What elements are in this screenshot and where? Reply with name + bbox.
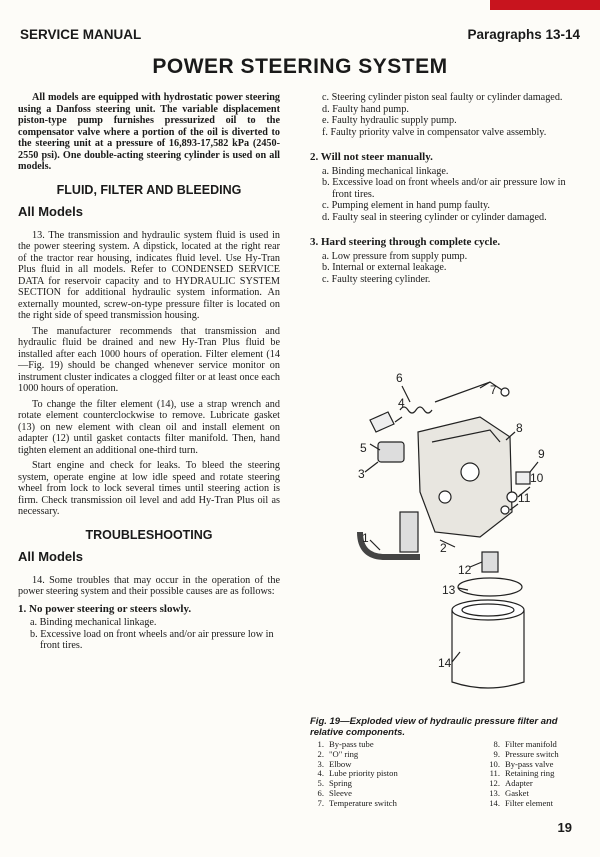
list-item: d. Faulty seal in steering cylinder or cylinder damaged. [322, 211, 547, 223]
left-column [18, 92, 280, 658]
legend-item: 4. Lube priority piston [317, 768, 398, 779]
legend-item: 12. Adapter [489, 778, 533, 789]
callout-4: 4 [398, 396, 405, 410]
figure-legend-left [310, 740, 480, 809]
callout-8: 8 [516, 421, 523, 435]
legend-item: 11. Retaining ring [489, 768, 555, 779]
running-header-right: Paragraphs 13-14 [467, 27, 580, 42]
callout-6: 6 [396, 371, 403, 385]
callout-14: 14 [438, 656, 452, 670]
callout-3: 3 [358, 467, 365, 481]
cause-1-title: 1. No power steering or steers slowly. [18, 602, 192, 615]
callout-9: 9 [538, 447, 545, 461]
page-number: 19 [557, 820, 572, 835]
callout-1: 1 [362, 531, 369, 545]
cause-3-list [310, 251, 582, 286]
figure-caption: Fig. 19—Exploded view of hydraulic pressure filter and relative components. [310, 716, 558, 738]
intro-paragraph: All models are equipped with hydrostatic power steering using a Danfoss steering unit. The variable displacement piston-type pump furnishes pressurized oil to the compensator valve where a portion of the oil is diverted to the steering unit at a pressure of 16,893-17,582 kPa (2450-2550 psi). One double-acting steering cylinder is used on all models. [18, 92, 280, 172]
cause-1-list-left [18, 617, 280, 652]
fluid-paragraph-3: To change the filter element (14), use a strap wrench and rotate element counterclockwise to remove. Lubricate gasket (13) on new element with clean oil and install element on adapter (12) until gasket contacts filter manifold. Then, hand tighten element an additional one-third turn. [18, 398, 280, 456]
callout-11: 11 [518, 491, 531, 505]
legend-item: 2. "O" ring [317, 748, 359, 759]
list-item: d. Faulty hand pump. [322, 103, 409, 115]
list-item: b. Internal or external leakage. [322, 262, 447, 273]
list-item: f. Faulty priority valve in compensator valve assembly. [322, 126, 547, 138]
fluid-subheading: All Models [18, 204, 84, 219]
cause-1-list-right [310, 92, 582, 138]
callout-10: 10 [530, 471, 544, 485]
callout-13: 13 [442, 583, 456, 597]
list-item: e. Faulty hydraulic supply pump. [322, 115, 457, 126]
fluid-paragraph-4: Start engine and check for leaks. To bleed the steering system, operate engine at low idle speed and rotate steering wheel from lock to lock several times until steering action is firm. Check transmission oil level and add Hy-Tran Plus oil as necessary. [18, 460, 280, 517]
list-item: a. Binding mechanical linkage. [30, 617, 157, 628]
legend-item: 13. Gasket [489, 787, 529, 798]
list-item: b. Excessive load on front wheels and/or air pressure low in front tires. [30, 628, 274, 651]
callout-7: 7 [490, 383, 497, 397]
troubleshooting-intro: 14. Some troubles that may occur in the operation of the power steering system and their possible causes are as follows: [18, 574, 280, 597]
troubleshooting-heading: TROUBLESHOOTING [85, 527, 213, 542]
fluid-paragraph-1: 13. The transmission and hydraulic system fluid is used in the power steering system. A dipstick, located at the right rear of the tractor rear housing, indicates fluid level. Use Hy-Tran Plus fluid in all models. Refer to CONDENSED SERVICE DATA for reservoir capacity and to HYDRAULIC SYSTEM SECTION for additional hydraulic system information. An externally mounted, screw-on-type pressure filter is located on the right side of speed transmission housing. [18, 229, 280, 321]
list-item: b. Excessive load on front wheels and/or air pressure low in front tires. [322, 177, 566, 200]
exploded-view-figure [340, 362, 585, 692]
cause-3-title: 3. Hard steering through complete cycle. [310, 236, 501, 248]
legend-item: 9. Pressure switch [493, 748, 559, 759]
legend-item: 10. By-pass valve [489, 758, 554, 769]
legend-item: 14. Filter element [489, 797, 553, 808]
running-header-left: SERVICE MANUAL [20, 27, 142, 42]
legend-item: 3. Elbow [317, 758, 352, 769]
legend-item: 8. Filter manifold [493, 739, 557, 749]
page-title: POWER STEERING SYSTEM [152, 55, 448, 78]
legend-item: 7. Temperature switch [317, 797, 397, 808]
list-item: a. Binding mechanical linkage. [322, 165, 449, 177]
fluid-paragraph-2: The manufacturer recommends that transmission and hydraulic fluid be drained and new Hy-Tran Plus fluid be installed after each 1000 hours of operation. Filter element (14—Fig. 19) should be changed whenever service monitor on instrument cluster indicates a clogged filter or at least once each 1000 hours of operation. [18, 325, 280, 394]
corner-tab-mark [490, 0, 600, 10]
callout-5: 5 [360, 441, 367, 455]
list-item: a. Low pressure from supply pump. [322, 250, 468, 262]
fluid-heading: FLUID, FILTER AND BLEEDING [56, 182, 242, 197]
list-item: c. Steering cylinder piston seal faulty or cylinder damaged. [322, 92, 563, 103]
callout-12: 12 [458, 563, 472, 577]
callout-2: 2 [440, 541, 447, 555]
legend-item: 1. By-pass tube [317, 739, 374, 749]
cause-2-title: 2. Will not steer manually. [310, 151, 433, 163]
troubleshooting-subheading: All Models [18, 549, 84, 564]
right-column [310, 92, 582, 291]
cause-2-list [310, 166, 582, 224]
legend-item: 5. Spring [317, 778, 352, 789]
legend-item: 6. Sleeve [317, 787, 352, 798]
list-item: c. Pumping element in hand pump faulty. [322, 200, 490, 211]
figure-legend-right [486, 740, 596, 809]
list-item: c. Faulty steering cylinder. [322, 273, 431, 285]
